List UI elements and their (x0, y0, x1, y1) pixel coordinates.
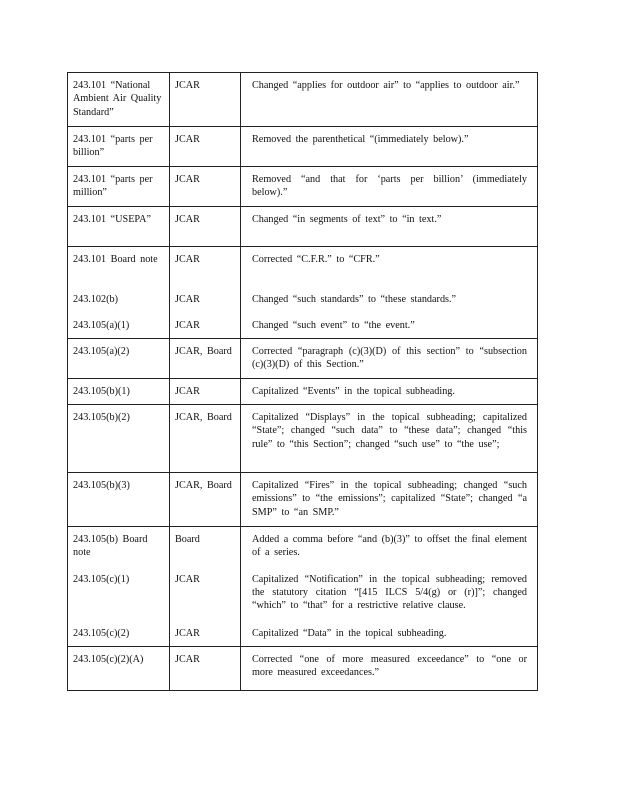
section-cell: 243.105(c)(1) (68, 567, 170, 621)
source-cell: JCAR (170, 287, 241, 313)
source-cell: JCAR (170, 167, 241, 207)
change-cell: Capitalized “Notification” in the topical subheading; removed the statutory citation “[415 ILCS 5/4(g) or (r)]”; changed “which” to “that” for a restrictive relative clause. (241, 567, 538, 621)
section-cell: 243.105(a)(2) (68, 339, 170, 379)
source-cell: JCAR (170, 647, 241, 691)
section-cell: 243.101 “National Ambient Air Quality Standard” (68, 73, 170, 127)
source-cell: JCAR (170, 379, 241, 405)
change-cell: Changed “applies for outdoor air” to “applies to outdoor air.” (241, 73, 538, 127)
section-cell: 243.101 “USEPA” (68, 207, 170, 247)
change-cell: Capitalized “Fires” in the topical subheading; changed “such emissions” to “the emissions”; capitalized “State”; changed “a SMP” to “an SMP.” (241, 473, 538, 527)
table-row (68, 207, 538, 247)
table-row (68, 473, 538, 527)
change-cell: Capitalized “Events” in the topical subheading. (241, 379, 538, 405)
change-cell: Capitalized “Displays” in the topical subheading; capitalized “State”; changed “such data” to “these data”; changed “this rule” to “this Section”; changed “such use” to “the use”; (241, 405, 538, 473)
table-row (68, 379, 538, 405)
section-cell: 243.105(b)(3) (68, 473, 170, 527)
change-cell: Added a comma before “and (b)(3)” to offset the final element of a series. (241, 527, 538, 567)
table-row (68, 339, 538, 379)
source-cell: JCAR (170, 127, 241, 167)
source-cell: JCAR (170, 313, 241, 339)
change-cell: Removed “and that for ‘parts per billion’ (immediately below).” (241, 167, 538, 207)
section-cell: 243.101 “parts per million” (68, 167, 170, 207)
section-cell: 243.105(a)(1) (68, 313, 170, 339)
changes-table (67, 72, 538, 691)
section-cell: 243.105(c)(2)(A) (68, 647, 170, 691)
source-cell: JCAR (170, 207, 241, 247)
source-cell: JCAR, Board (170, 473, 241, 527)
change-cell: Removed the parenthetical “(immediately below).” (241, 127, 538, 167)
table-row (68, 647, 538, 691)
table-row (68, 621, 538, 647)
change-cell: Corrected “one of more measured exceedance” to “one or more measured exceedances.” (241, 647, 538, 691)
source-cell: JCAR, Board (170, 339, 241, 379)
source-cell: Board (170, 527, 241, 567)
table-row (68, 73, 538, 127)
table-row (68, 167, 538, 207)
section-cell: 243.105(b)(2) (68, 405, 170, 473)
source-cell: JCAR (170, 73, 241, 127)
table-row (68, 127, 538, 167)
source-cell: JCAR, Board (170, 405, 241, 473)
section-cell: 243.105(b) Board note (68, 527, 170, 567)
change-cell: Corrected “C.F.R.” to “CFR.” (241, 247, 538, 287)
change-cell: Changed “such event” to “the event.” (241, 313, 538, 339)
section-cell: 243.105(b)(1) (68, 379, 170, 405)
source-cell: JCAR (170, 621, 241, 647)
table-row (68, 313, 538, 339)
source-cell: JCAR (170, 567, 241, 621)
table-row (68, 247, 538, 287)
section-cell: 243.101 “parts per billion” (68, 127, 170, 167)
table-row (68, 287, 538, 313)
change-cell: Changed “in segments of text” to “in text.” (241, 207, 538, 247)
section-cell: 243.102(b) (68, 287, 170, 313)
change-cell: Capitalized “Data” in the topical subheading. (241, 621, 538, 647)
source-cell: JCAR (170, 247, 241, 287)
change-cell: Changed “such standards” to “these standards.” (241, 287, 538, 313)
section-cell: 243.101 Board note (68, 247, 170, 287)
table-row (68, 527, 538, 567)
table-row (68, 567, 538, 621)
section-cell: 243.105(c)(2) (68, 621, 170, 647)
table-row (68, 405, 538, 473)
change-cell: Corrected “paragraph (c)(3)(D) of this section” to “subsection (c)(3)(D) of this Section.” (241, 339, 538, 379)
